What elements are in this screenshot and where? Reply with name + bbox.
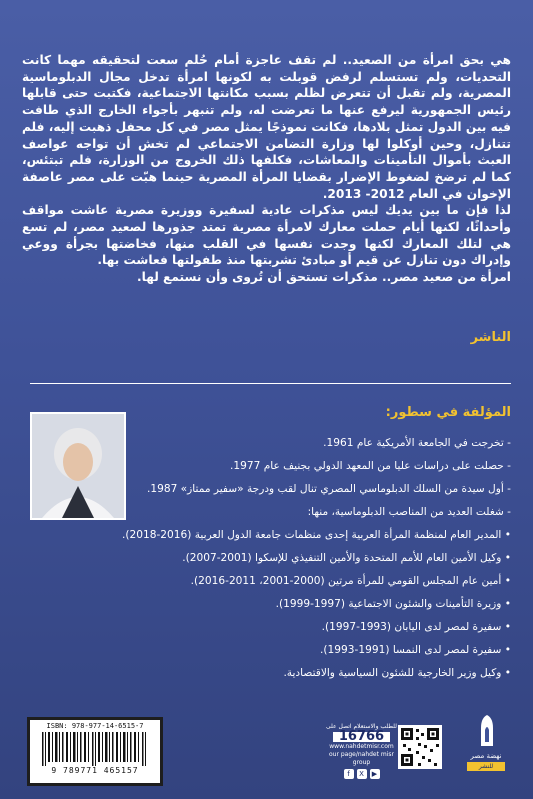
qr-code-icon xyxy=(398,725,442,769)
author-bio-list xyxy=(22,432,511,685)
facebook-icon: f xyxy=(344,769,354,779)
publisher-logo-icon xyxy=(462,712,510,774)
bio-item: • وكيل وزير الخارجية للشئون السياسية والاقتصادية. xyxy=(283,667,511,679)
isbn-text: ISBN: 978-977-14-6515-7 xyxy=(46,722,144,730)
social-icons xyxy=(324,769,399,779)
back-cover-blurb xyxy=(22,52,511,286)
social-line: our page/nahdet misr group xyxy=(328,751,394,766)
blurb-paragraph: لذا فإن ما بين يديك ليس مذكرات عادية لسفيرة ووزيرة مصرية عاشت مواقف وأحداثًا، لكنها أيام حملت معارك لامرأة مصرية تمتد جذورها لصعيد مصر، لم تسع هي لتلك المعارك لكنها وجدت نفسها في القلب منها، فخاضتها بجرأة ووعي وإدراك دون تنازل عن قيم أو مبادئ تشربتها منذ طفولتها فعاشت بها. xyxy=(22,203,511,268)
bio-item: • سفيرة لمصر لدى اليابان (1993-1997). xyxy=(321,621,511,633)
bio-item: • وزيرة التأمينات والشئون الاجتماعية (1997-1999). xyxy=(275,598,511,610)
bio-item: • سفيرة لمصر لدى النمسا (1991-1993). xyxy=(320,644,511,656)
bio-item: - تخرجت في الجامعة الأمريكية عام 1961. xyxy=(323,437,511,449)
bio-item: • أمين عام المجلس القومي للمرأة مرتين (2000-2001، 2011-2016). xyxy=(190,575,511,587)
publisher-signature: الناشر xyxy=(470,330,511,345)
youtube-icon: ▶ xyxy=(370,769,380,779)
bio-item: - أول سيدة من السلك الدبلوماسي المصري تنال لقب ودرجة «سفير ممتاز» 1987. xyxy=(146,483,511,495)
author-bio-title: المؤلفة في سطور: xyxy=(385,405,511,420)
barcode-icon xyxy=(40,732,150,766)
bio-item: • المدير العام لمنظمة المرأة العربية إحدى منظمات جامعة الدول العربية (2016-2018). xyxy=(121,529,511,541)
blurb-paragraph: هي بحق امرأة من الصعيد.. لم تقف عاجزة أمام حُلم سعت لتحقيقه مهما كانت التحديات، ولم تستسلم لرفض قوبلت به لكونها امرأة تدخل مجال الدبلوماسية المصرية، ولم تقبل أن تتعرض لظلم بسبب مكانتها الاجتماعية، فكتبت حتى قابلها رئيس الجمهورية ليرفع عنها ما تعرضت له، ولم تنبهر بأجواء الخارج الذي طافت فيه بين الدول تمثل بلادها، فكانت نموذجًا يمثل مصر في كل محفل ذهبت إليه، فلم تتنازل، وحين أوكلوا لها وزارة التضامن الاجتماعي لم تخش أن تواجه عواصف العبث بأموال التأمينات والمعاشات، فكلفها ذلك الخروج من الوزارة، فلم تبتئس، كما لم ترضخ لضغوط الإضرار بقضايا المرأة المصرية حينما هبّت على مصر عاصفة الإخوان في العام 2012- 2013. xyxy=(22,53,511,201)
publisher-name: نهضة مصر xyxy=(470,752,502,760)
isbn-barcode xyxy=(27,717,163,786)
bio-item: • وكيل الأمين العام للأمم المتحدة والأمين التنفيذي للإسكوا (2001-2007). xyxy=(182,552,511,564)
publisher-sub: للنشر xyxy=(467,762,505,771)
bio-item: - شغلت العديد من المناصب الدبلوماسية، منها: xyxy=(307,506,511,518)
blurb-paragraph: امرأة من صعيد مصر.. مذكرات تستحق أن تُروى وأن نستمع لها. xyxy=(136,270,511,285)
bio-item: - حصلت على دراسات عليا من المعهد الدولي بجنيف عام 1977. xyxy=(230,460,511,472)
website-link: www.nahdetmisr.com xyxy=(329,743,394,750)
barcode-number: 9 789771 465157 xyxy=(51,766,139,775)
publisher-contact xyxy=(324,723,399,779)
contact-heading: للطلب والاستعلام اتصل على xyxy=(325,723,397,730)
section-divider xyxy=(30,383,511,384)
x-icon: X xyxy=(357,769,367,779)
hotline-number: 16766 xyxy=(333,732,390,742)
